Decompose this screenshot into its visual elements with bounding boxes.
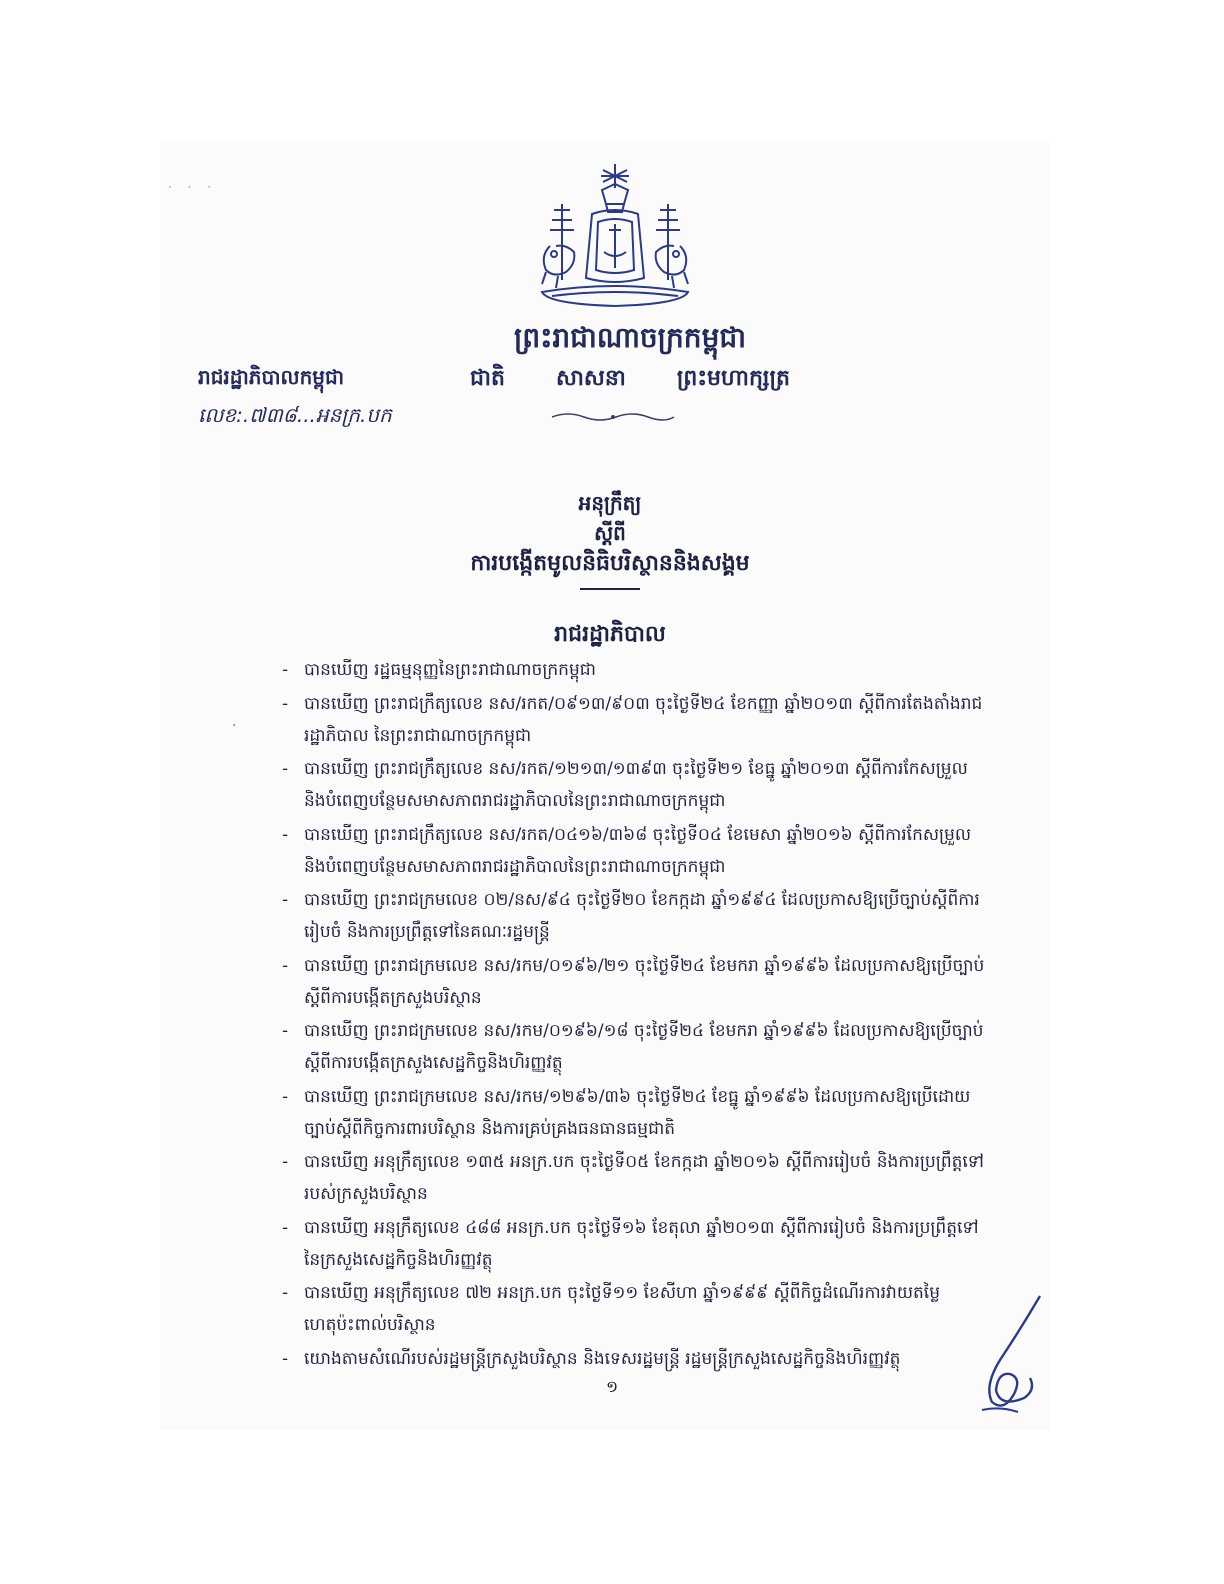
clause-text: បានឃើញ អនុក្រឹត្យលេខ ១៣៥ អនក្រ.បក ចុះថ្ងៃទី០៥ ខែកក្កដា ឆ្នាំ២០១៦ ស្តីពីការរៀបចំ និងការប្រព្រឹត្តទៅរបស់ក្រសួងបរិស្ថាន [304,1152,984,1204]
reference-number: លេខ:.៧៣៨...អនក្រ.បក [198,403,392,427]
clause-text: បានឃើញ ព្រះរាជក្រមលេខ នស/រកម/០១៩៦/១៨ ចុះថ្ងៃទី២៤ ខែមករា ឆ្នាំ១៩៩៦ ដែលប្រកាសឱ្យប្រើច្បាប់ស្តីពីការបង្កើតក្រសួងសេដ្ឋកិច្ចនិងហិរញ្ញវត្ថុ [304,1021,984,1073]
clause-text: បានឃើញ ព្រះរាជក្រឹត្យលេខ នស/រកត/០៩១៣/៩០៣ ចុះថ្ងៃទី២៤ ខែកញ្ញា ឆ្នាំ២០១៣ ស្តីពីការតែងតាំងរាជរដ្ឋាភិបាល នៃព្រះរាជាណាចក្រកម្ពុជា [304,693,983,746]
scan-speck: · [232,718,237,734]
page-number: ១ [605,1377,619,1396]
motto-religion: សាសនា [555,366,626,391]
clause-item: - បានឃើញ ព្រះរាជក្រឹត្យលេខ នស/រកត/០៩១៣/៩០៣ ចុះថ្ងៃទី២៤ ខែកញ្ញា ឆ្នាំ២០១៣ ស្តីពីការតែងតាំងរាជរដ្ឋាភិបាល នៃព្រះរាជាណាចក្រកម្ពុជា [282,693,983,746]
clause-text: បានឃើញ អនុក្រឹត្យលេខ ៤៨៨ អនក្រ.បក ចុះថ្ងៃទី១៦ ខែតុលា ឆ្នាំ២០១៣ ស្តីពីការរៀបចំ និងការប្រព្រឹត្តទៅនៃក្រសួងសេដ្ឋកិច្ចនិងហិរញ្ញវត្ថុ [304,1217,979,1270]
clause-text: បានឃើញ រដ្ឋធម្មនុញ្ញនៃព្រះរាជាណាចក្រកម្ពុជា [304,660,596,680]
clause-item: - បានឃើញ ព្រះរាជក្រមលេខ នស/រកម/០១៩៦/១៨ ចុះថ្ងៃទី២៤ ខែមករា ឆ្នាំ១៩៩៦ ដែលប្រកាសឱ្យប្រើច្បាប់ស្តីពីការបង្កើតក្រសួងសេដ្ឋកិច្ចនិងហិរញ្ញវត្ថុ [282,1021,984,1073]
clause-item: - បានឃើញ អនុក្រឹត្យលេខ ៤៨៨ អនក្រ.បក ចុះថ្ងៃទី១៦ ខែតុលា ឆ្នាំ២០១៣ ស្តីពីការរៀបចំ និងការប្រព្រឹត្តទៅនៃក្រសួងសេដ្ឋកិច្ចនិងហិរញ្ញវត្ថុ [282,1217,979,1270]
national-motto [470,364,790,396]
clause-item: - បានឃើញ ព្រះរាជក្រឹត្យលេខ នស/រកត/១២១៣/១៣៩៣ ចុះថ្ងៃទី២១ ខែធ្នូ ឆ្នាំ២០១៣ ស្តីពីការកែសម្រួល និងបំពេញបន្ថែមសមាសភាពរាជរដ្ឋាភិបាលនៃព្រះរាជាណាចក្រកម្ពុជា [282,759,968,811]
motto-king: ព្រះមហាក្សត្រ [676,366,790,391]
clause-item: - បានឃើញ ព្រះរាជក្រមលេខ នស/រកម/១២៩៦/៣៦ ចុះថ្ងៃទី២៤ ខែធ្នូ ឆ្នាំ១៩៩៦ ដែលប្រកាសឱ្យប្រើដោយច្បាប់ស្តីពីកិច្ចការពារបរិស្ថាន និងការគ្រប់គ្រងធនធានធម្មជាតិ [282,1086,971,1139]
clause-item: - បានឃើញ អនុក្រឹត្យលេខ ១៣៥ អនក្រ.បក ចុះថ្ងៃទី០៥ ខែកក្កដា ឆ្នាំ២០១៦ ស្តីពីការរៀបចំ និងការប្រព្រឹត្តទៅរបស់ក្រសួងបរិស្ថាន [282,1152,984,1204]
clause-text: បានឃើញ អនុក្រឹត្យលេខ ៧២ អនក្រ.បក ចុះថ្ងៃទី១១ ខែសីហា ឆ្នាំ១៩៩៩ ស្តីពីកិច្ចដំណើរការវាយតម្លៃហេតុប៉ះពាល់បរិស្ថាន [304,1283,940,1335]
clause-item: - បានឃើញ ព្រះរាជក្រឹត្យលេខ នស/រកត/០៤១៦/៣៦៨ ចុះថ្ងៃទី០៤ ខែមេសា ឆ្នាំ២០១៦ ស្តីពីការកែសម្រួល និងបំពេញបន្ថែមសមាសភាពរាជរដ្ឋាភិបាលនៃព្រះរាជាណាចក្រកម្ពុជា [282,824,972,877]
title-concerning: ស្តីពី [594,521,626,545]
title-type: អនុក្រឹត្យ [578,491,642,515]
clause-text: បានឃើញ ព្រះរាជក្រមលេខ នស/រកម/១២៩៦/៣៦ ចុះថ្ងៃទី២៤ ខែធ្នូ ឆ្នាំ១៩៩៦ ដែលប្រកាសឱ្យប្រើដោយច្បាប់ស្តីពីកិច្ចការពារបរិស្ថាន និងការគ្រប់គ្រងធនធានធម្មជាតិ [304,1086,971,1139]
title-divider [580,588,640,590]
motto-ornament-divider [548,410,678,424]
clause-item: - បានឃើញ អនុក្រឹត្យលេខ ៧២ អនក្រ.បក ចុះថ្ងៃទី១១ ខែសីហា ឆ្នាំ១៩៩៩ ស្តីពីកិច្ចដំណើរការវាយតម្លៃហេតុប៉ះពាល់បរិស្ថាន [282,1283,940,1335]
clause-text: បានឃើញ ព្រះរាជក្រឹត្យលេខ នស/រកត/០៤១៦/៣៦៨ ចុះថ្ងៃទី០៤ ខែមេសា ឆ្នាំ២០១៦ ស្តីពីការកែសម្រួល និងបំពេញបន្ថែមសមាសភាពរាជរដ្ឋាភិបាលនៃព្រះរាជាណាចក្រកម្ពុជា [304,824,972,877]
clause-item: - បានឃើញ ព្រះរាជក្រមលេខ នស/រកម/០១៩៦/២១ ចុះថ្ងៃទី២៤ ខែមករា ឆ្នាំ១៩៩៦ ដែលប្រកាសឱ្យប្រើច្បាប់ស្តីពីការបង្កើតក្រសួងបរិស្ថាន [282,955,985,1008]
document-title [380,488,840,590]
clause-item: - បានឃើញ រដ្ឋធម្មនុញ្ញនៃព្រះរាជាណាចក្រកម្ពុជា [282,660,596,680]
clause-text: បានឃើញ ព្រះរាជក្រមលេខ ០២/នស/៩៤ ចុះថ្ងៃទី២០ ខែកក្កដា ឆ្នាំ១៩៩៤ ដែលប្រកាសឱ្យប្រើច្បាប់ស្តីពីការរៀបចំ និងការប្រព្រឹត្តទៅនៃគណៈរដ្ឋមន្ត្រី [304,890,980,942]
handwritten-signature [970,1290,1060,1420]
scan-specks: · · · [168,180,218,194]
kingdom-name: ព្រះរាជាណាចក្រកម្ពុជា [513,321,746,354]
clause-text: បានឃើញ ព្រះរាជក្រឹត្យលេខ នស/រកត/១២១៣/១៣៩៣ ចុះថ្ងៃទី២១ ខែធ្នូ ឆ្នាំ២០១៣ ស្តីពីការកែសម្រួល និងបំពេញបន្ថែមសមាសភាពរាជរដ្ឋាភិបាលនៃព្រះរាជាណាចក្រកម្ពុជា [304,759,968,811]
clause-item: - យោងតាមសំណើរបស់រដ្ឋមន្ត្រីក្រសួងបរិស្ថាន និងទេសរដ្ឋមន្ត្រី រដ្ឋមន្ត្រីក្រសួងសេដ្ឋកិច្ចនិងហិរញ្ញវត្ថុ [282,1348,901,1369]
government-name: រាជរដ្ឋាភិបាលកម្ពុជា [198,365,344,389]
clause-item: - បានឃើញ ព្រះរាជក្រមលេខ ០២/នស/៩៤ ចុះថ្ងៃទី២០ ខែកក្កដា ឆ្នាំ១៩៩៤ ដែលប្រកាសឱ្យប្រើច្បាប់ស្តីពីការរៀបចំ និងការប្រព្រឹត្តទៅនៃគណៈរដ្ឋមន្ត្រី [282,890,980,942]
section-heading: រាជរដ្ឋាភិបាល [554,622,666,647]
clause-text: យោងតាមសំណើរបស់រដ្ឋមន្ត្រីក្រសួងបរិស្ថាន និងទេសរដ្ឋមន្ត្រី រដ្ឋមន្ត្រីក្រសួងសេដ្ឋកិច្ចនិងហិរញ្ញវត្ថុ [304,1348,901,1369]
preamble-clauses [282,654,988,1376]
clause-text: បានឃើញ ព្រះរាជក្រមលេខ នស/រកម/០១៩៦/២១ ចុះថ្ងៃទី២៤ ខែមករា ឆ្នាំ១៩៩៦ ដែលប្រកាសឱ្យប្រើច្បាប់ស្តីពីការបង្កើតក្រសួងបរិស្ថាន [304,955,985,1008]
royal-coat-of-arms-icon [532,160,698,320]
motto-nation: ជាតិ [470,366,505,391]
title-subject: ការបង្កើតមូលនិធិបរិស្ថាននិងសង្គម [470,551,750,576]
